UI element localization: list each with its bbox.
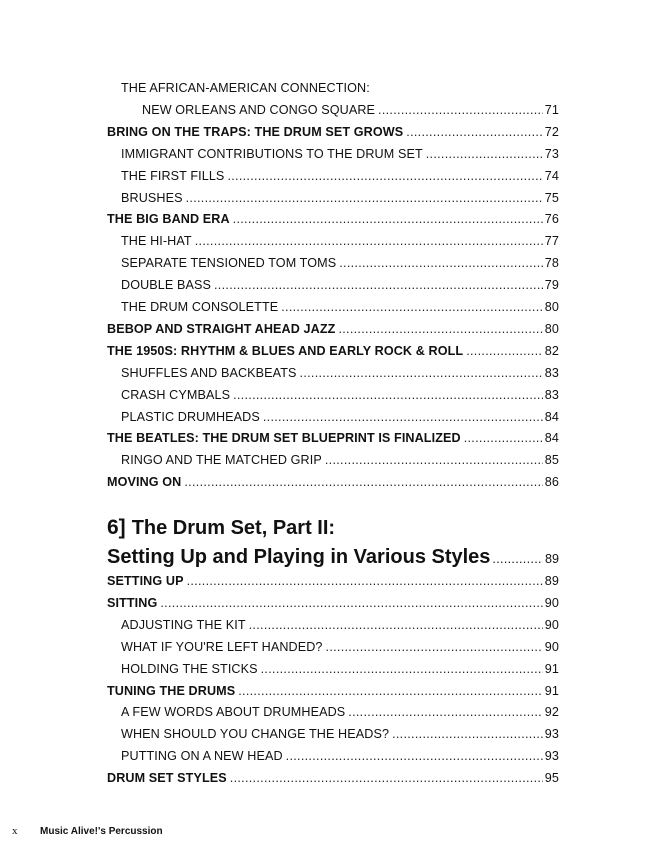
toc-entry-page-number: 93 (544, 749, 559, 764)
toc-entry-title: PUTTING ON A NEW HEAD (121, 749, 283, 764)
leader-dots (233, 212, 543, 226)
toc-entry-title: A FEW WORDS ABOUT DRUMHEADS (121, 705, 346, 720)
toc-entry-title: THE BEATLES: THE DRUM SET BLUEPRINT IS FINALIZED (107, 431, 461, 446)
leader-dots (325, 453, 543, 467)
leader-dots (338, 322, 542, 336)
toc-entry[interactable] (121, 640, 559, 658)
leader-dots (426, 147, 543, 161)
toc-entry-page-number: 79 (544, 278, 559, 293)
toc-entry-page-number: 83 (544, 387, 559, 402)
toc-entry-title: THE 1950S: RHYTHM & BLUES AND EARLY ROCK & ROLL (107, 343, 464, 358)
leader-dots (464, 431, 543, 445)
toc-entry-page-number: 89 (544, 574, 559, 588)
toc-entry[interactable] (121, 191, 559, 209)
leader-dots (339, 256, 543, 270)
toc-entry-title: WHEN SHOULD YOU CHANGE THE HEADS? (121, 727, 390, 742)
toc-entry-title: SETTING UP (107, 574, 184, 588)
toc-entry[interactable] (121, 453, 559, 471)
toc-entry-title: SEPARATE TENSIONED TOM TOMS (121, 256, 337, 271)
leader-dots (392, 727, 543, 741)
footer-page-number: x (12, 825, 18, 837)
leader-dots (238, 684, 543, 698)
toc-entry[interactable] (107, 322, 559, 340)
toc-entry-page-number: 74 (544, 168, 559, 183)
toc-entry-page-number: 80 (544, 321, 559, 336)
leader-dots (186, 191, 543, 205)
toc-entry-title: THE BIG BAND ERA (107, 212, 230, 227)
toc-entry[interactable] (121, 234, 559, 252)
toc-entry-title: THE FIRST FILLS (121, 168, 225, 183)
toc-entry-title: SHUFFLES AND BACKBEATS (121, 365, 297, 380)
toc-entry-title: SITTING (107, 595, 158, 610)
toc-entry[interactable] (107, 596, 559, 614)
toc-entry-title: BEBOP AND STRAIGHT AHEAD JAZZ (107, 321, 336, 336)
toc-entry-page-number: 80 (544, 300, 559, 314)
leader-dots (160, 596, 542, 610)
toc-entry-page-number: 85 (544, 453, 559, 468)
leader-dots (233, 388, 543, 402)
leader-dots (214, 278, 543, 292)
toc-entry-title: HOLDING THE STICKS (121, 661, 258, 676)
chapter-number: 6] (107, 516, 126, 539)
toc-entry[interactable] (121, 618, 559, 636)
leader-dots (230, 771, 543, 785)
toc-entry-page-number: 86 (544, 475, 559, 490)
leader-dots (406, 125, 543, 139)
toc-entry[interactable] (121, 727, 559, 745)
toc-entry[interactable] (121, 749, 559, 767)
toc-entry-title: BRUSHES (121, 190, 183, 205)
toc-entry[interactable] (142, 103, 559, 121)
toc-entry-page-number: 73 (544, 146, 559, 161)
toc-entry-title: DRUM SET STYLES (107, 771, 227, 786)
toc-entry-page-number: 95 (544, 771, 559, 786)
leader-dots (184, 475, 542, 489)
toc-entry[interactable] (107, 431, 559, 449)
toc-entry-title: RINGO AND THE MATCHED GRIP (121, 453, 322, 468)
chapter-title-line1: The Drum Set, Part II: (131, 517, 336, 539)
toc-entry[interactable] (107, 475, 559, 493)
leader-dots (187, 574, 543, 588)
toc-entry-title: ADJUSTING THE KIT (121, 617, 246, 632)
leader-dots (195, 234, 543, 248)
toc-entry-page-number: 72 (544, 124, 559, 139)
toc-entry-title: MOVING ON (107, 475, 182, 490)
leader-dots (348, 705, 543, 719)
toc-entry-page-number: 90 (544, 595, 559, 610)
toc-entry-page-number: 90 (544, 639, 559, 654)
toc-entry[interactable] (107, 344, 559, 362)
leader-dots (249, 618, 543, 632)
toc-entry-title: WHAT IF YOU'RE LEFT HANDED? (121, 639, 323, 654)
leader-dots (326, 640, 543, 654)
toc-entry[interactable] (107, 771, 559, 789)
chapter-title-line2: Setting Up and Playing in Various Styles (107, 546, 491, 568)
chapter-heading-line2[interactable] (107, 546, 559, 569)
toc-entry[interactable] (121, 81, 559, 99)
toc-entry[interactable] (107, 684, 559, 702)
toc-entry-page-number: 84 (544, 431, 559, 446)
toc-entry-title: IMMIGRANT CONTRIBUTIONS TO THE DRUM SET (121, 146, 423, 161)
toc-entry-page-number: 91 (544, 683, 559, 698)
toc-entry[interactable] (121, 388, 559, 406)
toc-entry-page-number: 93 (544, 727, 559, 742)
toc-entry-title: THE HI-HAT (121, 234, 192, 249)
toc-entry-page-number: 76 (544, 212, 559, 227)
leader-dots (286, 749, 543, 763)
toc-entry-page-number: 71 (544, 102, 559, 117)
toc-entry-page-number: 92 (544, 705, 559, 720)
leader-dots (300, 366, 543, 380)
toc-entry-page-number: 75 (544, 190, 559, 205)
toc-entry[interactable] (121, 410, 559, 428)
toc-entry[interactable] (121, 256, 559, 274)
toc-entry-title: BRING ON THE TRAPS: THE DRUM SET GROWS (107, 124, 404, 139)
toc-entry-title: THE DRUM CONSOLETTE (121, 300, 279, 314)
leader-dots (261, 662, 543, 676)
toc-entry[interactable] (121, 169, 559, 187)
toc-entry[interactable] (107, 125, 559, 143)
toc-entry-page-number: 90 (544, 617, 559, 632)
footer-book-title: Music Alive!'s Percussion (40, 826, 163, 837)
leader-dots (378, 103, 543, 117)
toc-entry-page-number: 82 (544, 343, 559, 358)
toc-entry-page-number: 84 (544, 409, 559, 424)
toc-entry-title: CRASH CYMBALS (121, 387, 231, 402)
chapter-heading-line1[interactable] (107, 516, 559, 540)
toc-entry[interactable] (121, 147, 559, 165)
toc-entry[interactable] (107, 574, 559, 592)
leader-dots (466, 344, 543, 358)
toc-entry[interactable] (121, 366, 559, 384)
leader-dots (227, 169, 542, 183)
toc-entry-title: DOUBLE BASS (121, 278, 211, 293)
leader-dots (492, 552, 543, 566)
toc-entry-page-number: 78 (544, 256, 559, 271)
toc-entry[interactable] (121, 278, 559, 296)
toc-entry-page-number: 77 (544, 234, 559, 249)
toc-entry[interactable] (121, 662, 559, 680)
toc-entry-title: PLASTIC DRUMHEADS (121, 409, 260, 424)
toc-entry[interactable] (121, 300, 559, 318)
toc-entry[interactable] (121, 705, 559, 723)
toc-entry-title: NEW ORLEANS AND CONGO SQUARE (142, 102, 376, 117)
toc-entry[interactable] (107, 212, 559, 230)
toc-entry-title: TUNING THE DRUMS (107, 683, 236, 698)
leader-dots (281, 300, 543, 314)
toc-entry-page-number: 91 (544, 661, 559, 676)
chapter-page-number: 89 (544, 552, 559, 566)
toc-entry-page-number: 83 (544, 365, 559, 380)
leader-dots (263, 410, 543, 424)
toc-entry-title: THE AFRICAN-AMERICAN CONNECTION: (121, 81, 370, 95)
